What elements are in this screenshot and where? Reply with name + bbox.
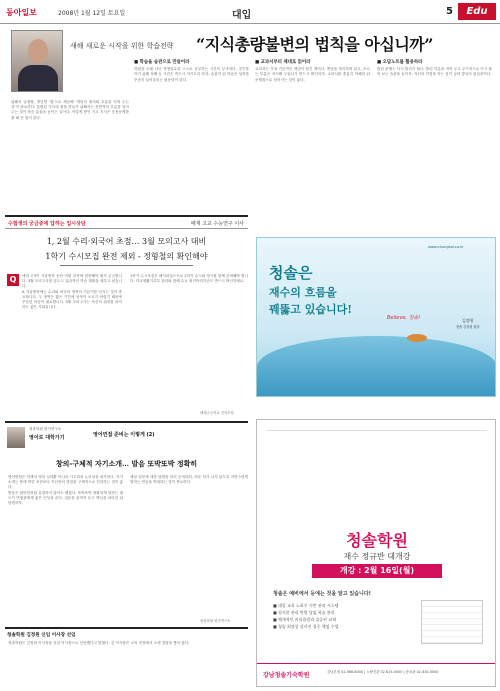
counseling-kicker: 수험생의 궁금증에 답하는 입시상담 [8, 221, 86, 227]
ad-brand: 청솔학원 [346, 531, 408, 550]
column-bar [5, 421, 248, 449]
question-dropcap: Q [7, 274, 19, 286]
ad-headline-2: 재수의 흐름을 [269, 286, 337, 299]
feature-subhead: ■ 오답노트를 활용하라 [377, 60, 423, 65]
column-text-1 [8, 475, 123, 506]
caption-name: 김정원 [462, 318, 474, 323]
counseling-text: 예비 고3이 겨울방학 동안 어떤 과목에 집중해야 할지 궁금합니다. 3월 모의고사를 앞두고 효과적인 학습 계획을 세우고 싶습니다. [22, 274, 122, 289]
page-number: 5 [446, 6, 453, 17]
photo-head [28, 39, 48, 63]
ad-footer [257, 663, 496, 687]
fish-graphic [407, 334, 427, 342]
bottom-body: 청솔학원은 김정원 이사장을 신임 이사장으로 선임했다고 밝혔다. 김 이사장은 교육 현장에서 오랜 경험을 쌓아 왔다. [8, 641, 190, 645]
newspaper-name: 동아일보 [6, 7, 37, 17]
ad-footer-info: 강남본원 02-568-6000 | 노량진관 02-815-0000 | 송파관 02-430-0000 [327, 670, 439, 674]
counseling-credit: 배재고등학교 진학부장 [200, 411, 234, 415]
edu-town-logo: Edu TOWN [458, 3, 496, 20]
column-text-2 [130, 475, 248, 485]
feature-column-4 [377, 58, 492, 78]
feature-text: 학원을 오래 다닌 학생일수록 스스로 공부하는 시간이 부족하다. 공부를 하기 위해 정해 둔 시간은 반드시 지키도록 하자. 습관이 된 학습은 성적을 꾸준히 끌어올리는 원동력이 된다. [134, 67, 249, 82]
ad-url[interactable]: www.chungsol.co.kr [428, 245, 464, 249]
column-credit: 청솔학원 평가연구소 [200, 619, 231, 623]
counseling-headline-1: 1, 2월 수리·외국어 초점… 3월 모의고사 대비 [46, 237, 207, 246]
ad-point: ■ 철저한 관리 반별 담임 학습 관리 [273, 610, 335, 615]
wave-graphic [257, 336, 496, 397]
ad-schedule-table [421, 600, 483, 644]
feature-subhead: ■ 교과서부터 제대로 읽어라 [255, 60, 311, 65]
caption-title: 청솔 김정원 원장 [456, 325, 480, 329]
column-text: 발음은 원어민처럼 유창하지 않아도 괜찮다. 또박또박 정확하게 말하는 태도가 면접관에게 좋은 인상을 준다. 질문을 끝까지 듣고 핵심을 파악한 뒤 답변하자. [8, 490, 123, 506]
columnist-photo [7, 427, 25, 448]
column-title: 창의-구체적 자기소개… 발음 또박또박 정확히 [55, 459, 198, 468]
ad-point: ■ 체계적인 커리큘럼과 검증된 교재 [273, 617, 336, 622]
ad-question: 청솔은 예비에서 등에는 것을 알고 있습니다! [273, 591, 371, 597]
feature-column-3 [255, 58, 370, 83]
feature-title: “지식총량불변의 법칙을 아십니까” [196, 35, 433, 54]
section-title: 대입 [232, 10, 252, 21]
counseling-headline-2: 1학기 수시모집 완전 제외 - 정형철의 확인해야 [45, 252, 208, 261]
bottom-article [5, 627, 248, 638]
column-name: 영어로 대학가기 [29, 435, 65, 441]
feature-text: 교과서는 가장 기본적인 개념이 담긴 책이다. 개념을 정리하며 읽고, 모르는 부분은 표시해 두었다가 반드시 확인하자. 교과서를 충분히 이해한 뒤 문제집으로 넘어가는 것이 좋다. [255, 67, 370, 82]
counseling-column-1 [22, 274, 122, 310]
column-text: 예상 질문에 대한 답변을 미리 준비하되, 외운 티가 나지 않도록 자연스럽게 말하는 연습을 반복하는 것이 중요하다. [130, 475, 248, 485]
counseling-text: A 겨울방학에는 수리와 외국어 영역의 기본기를 다지는 것이 중요합니다. 두 영역은 짧은 기간에 성적이 오르기 어렵기 때문에 꾸준한 학습이 필요합니다. 3월 모의고사는 자신의 위치를 파악하는 좋은 기회입니다. [22, 289, 122, 310]
ad-open-date: 개강 : 2월 16일(월) [312, 564, 442, 578]
headline-divider [60, 265, 193, 266]
counseling-byline: 배재 고교 수능연구 이사 [190, 221, 244, 227]
ad-point: ■ 청솔 최정상 강사진 집중 책임 수업 [273, 624, 339, 629]
ad-footer-name: 강남청솔기숙학원 [263, 672, 310, 679]
counseling-column-2 [130, 274, 248, 284]
ad-headline-3: 꿰뚫고 있습니다! [269, 303, 353, 316]
issue-date: 2008년 1월 12일 토요일 [58, 10, 126, 17]
counseling-bar [5, 215, 248, 229]
feature-subhead: ■ 학습을 습관으로 만들어라 [134, 60, 190, 65]
ad-points [273, 602, 339, 630]
photo-body [18, 65, 58, 92]
feature-column-1 [11, 100, 129, 121]
column-text: 영어면접은 학생의 영어 실력뿐 아니라 사고력과 논리성을 평가한다. 자기소개는 틀에 박힌 표현보다 자신만의 경험을 구체적으로 전달하는 것이 좋다. [8, 475, 123, 490]
ad-headline-1: 청솔은 [269, 264, 313, 282]
columnist-org: 청솔학원 평가연구소 [29, 427, 62, 431]
ad-top-rule [267, 430, 487, 431]
feature-subtitle: 새해 새로운 시작을 위한 학습전략 [70, 42, 174, 50]
chungsol-ad-2[interactable] [256, 419, 496, 687]
bottom-title: 청솔학원 김정원 신임 이사장 선임 [7, 633, 76, 638]
bottom-text [8, 641, 248, 646]
feature-text: 위해서 일정량, 개념별 '집'으로 제공해 '개념의 원리와 흐름을 익혀 두는 것'이 중요하다. 통합된 지식의 집을 만들기 위해서는 전반적인 흐름을 알아 두는 것이 학습 효율을 높이는 길이다. 이렇게 쌓인 기초 지식은 응용문제를 풀 때 큰 힘이 된다. [11, 100, 129, 120]
chungsol-ad-1[interactable] [256, 237, 496, 397]
ad-slogan: Believe, 청솔! [387, 315, 421, 321]
counseling-text: 1학기 수시모집은 폐지되었으므로 2학기 수시와 정시를 함께 준비해야 합니다. 학교생활기록부 관리와 함께 수능 최저학력기준도 반드시 확인하세요. [130, 274, 248, 284]
feature-column-2 [134, 58, 249, 83]
ad-photo-caption [456, 318, 480, 329]
ad-tagline: 재수 정규반 대개강 [343, 552, 411, 561]
author-photo [11, 30, 63, 92]
feature-text: 틀린 문제는 다시 틀리기 쉽다. 틀린 이유를 적어 두고 주기적으로 다시 풀어 보는 습관을 들이자. 자신의 약점을 아는 것이 실력 향상의 첫걸음이다. [377, 67, 492, 77]
page-header [0, 0, 500, 34]
column-series: 영어면접 준비는 이렇게 (2) [93, 432, 155, 438]
ad-point: ■ 대입 교육 노하우 기반 관리 시스템 [273, 603, 339, 608]
